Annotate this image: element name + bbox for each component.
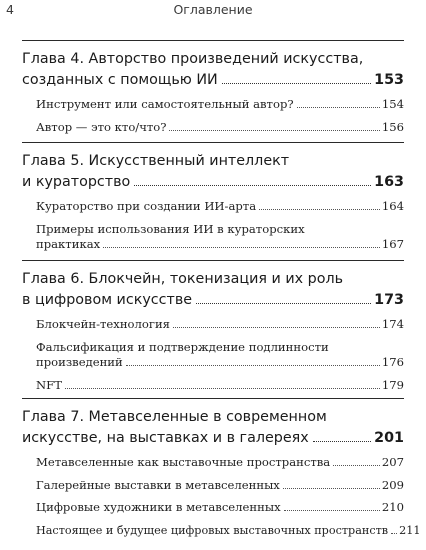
dot-leader — [391, 533, 397, 534]
chapter-6-entry — [22, 260, 404, 400]
section-line — [36, 120, 404, 136]
section-title: Инструмент или самостоятельный автор? — [36, 97, 294, 111]
chapter-title-text: искусстве, на выставках и в галереях — [22, 430, 309, 446]
section-entry — [36, 378, 404, 394]
section-title: Блокчейн-технология — [36, 317, 170, 331]
section-page-number: 179 — [381, 377, 404, 392]
section-entry — [36, 478, 404, 494]
chapter-divider — [22, 40, 404, 41]
section-line — [36, 355, 404, 371]
section-line — [36, 478, 404, 494]
section-title-line: Примеры использования ИИ в кураторских — [36, 221, 305, 236]
chapter-title-last-line — [22, 428, 404, 449]
section-entry — [36, 455, 404, 471]
section-page-number: 211 — [399, 523, 421, 537]
running-head — [0, 2, 426, 20]
section-line — [36, 97, 404, 113]
chapter-5-entry — [22, 142, 404, 260]
section-page-number: 176 — [381, 355, 404, 369]
chapter-divider — [22, 260, 404, 261]
chapter-title-last-line — [22, 290, 404, 311]
section-title: практиках — [36, 237, 101, 251]
chapter-7-entry — [22, 398, 421, 545]
dot-leader — [126, 365, 380, 366]
chapter-page-number: 173 — [374, 292, 404, 308]
section-title: Галерейные выставки в метавселенных — [36, 477, 280, 492]
section-line — [36, 523, 421, 539]
section-entry — [36, 340, 404, 371]
chapter-title — [22, 49, 404, 91]
page-number: 4 — [6, 2, 14, 17]
section-page-number: 164 — [381, 199, 404, 213]
section-page-number: 207 — [381, 455, 404, 469]
page-header-title: Оглавление — [173, 2, 253, 17]
section-page-number: 174 — [381, 317, 404, 331]
section-list — [36, 455, 421, 538]
section-page-number: 167 — [381, 237, 404, 251]
section-list — [36, 97, 404, 135]
section-line — [36, 500, 404, 516]
dot-leader — [103, 247, 380, 248]
section-title: Метавселенные как выставочные пространства — [36, 455, 331, 469]
section-entry — [36, 199, 404, 215]
dot-leader — [313, 441, 371, 442]
dot-leader — [173, 327, 380, 328]
section-title: Кураторство при создании ИИ-арта — [36, 199, 257, 213]
section-page-number: 209 — [381, 477, 404, 492]
chapter-title-line: Глава 4. Авторство произведений искусства, — [22, 51, 364, 67]
chapter-page-number: 163 — [374, 174, 404, 190]
section-entry — [36, 500, 404, 516]
chapter-title-last-line — [22, 172, 404, 193]
chapter-title-line: Глава 5. Искусственный интеллект — [22, 153, 290, 169]
chapter-title-text: и кураторство — [22, 174, 131, 190]
section-title: Цифровые художники в метавселенных — [36, 500, 281, 514]
chapter-title-text: в цифровом искусстве — [22, 292, 193, 308]
chapter-title-line: Глава 7. Метавселенные в современном — [22, 409, 327, 425]
chapter-title — [22, 269, 404, 311]
section-entry — [36, 317, 404, 333]
dot-leader — [284, 510, 380, 511]
section-entry — [36, 120, 404, 136]
section-title: NFT — [36, 377, 62, 392]
section-entry — [36, 222, 404, 253]
section-entry — [36, 523, 421, 539]
chapter-4-entry — [22, 40, 404, 142]
dot-leader — [297, 107, 380, 108]
chapter-title-line: Глава 6. Блокчейн, токенизация и их роль — [22, 271, 344, 287]
section-title: Автор — это кто/что? — [36, 119, 167, 134]
dot-leader — [222, 83, 371, 84]
chapter-divider — [22, 142, 404, 143]
dot-leader — [333, 465, 380, 466]
section-line — [36, 317, 404, 333]
section-line — [36, 237, 404, 253]
chapter-title-text: созданных с помощью ИИ — [22, 72, 218, 88]
section-page-number: 156 — [381, 119, 404, 134]
section-list — [36, 317, 404, 393]
chapter-page-number: 153 — [374, 72, 404, 88]
section-title: произведений — [36, 355, 123, 369]
chapter-title-last-line — [22, 70, 404, 91]
section-line — [36, 199, 404, 215]
section-title: Настоящее и будущее цифровых выставочных пространств — [36, 523, 389, 537]
dot-leader — [259, 209, 380, 210]
dot-leader — [134, 185, 371, 186]
chapter-title — [22, 407, 404, 449]
section-list — [36, 199, 404, 253]
section-page-number: 210 — [381, 500, 404, 514]
chapter-title — [22, 151, 404, 193]
dot-leader — [283, 488, 380, 489]
chapter-divider — [22, 398, 404, 399]
dot-leader — [169, 130, 379, 131]
dot-leader — [196, 303, 371, 304]
section-line — [36, 378, 404, 394]
chapter-page-number: 201 — [374, 430, 404, 446]
section-page-number: 154 — [381, 97, 404, 111]
dot-leader — [65, 388, 380, 389]
section-line — [36, 455, 404, 471]
section-title-line: Фальсификация и подтверждение подлинности — [36, 339, 329, 354]
section-entry — [36, 97, 404, 113]
